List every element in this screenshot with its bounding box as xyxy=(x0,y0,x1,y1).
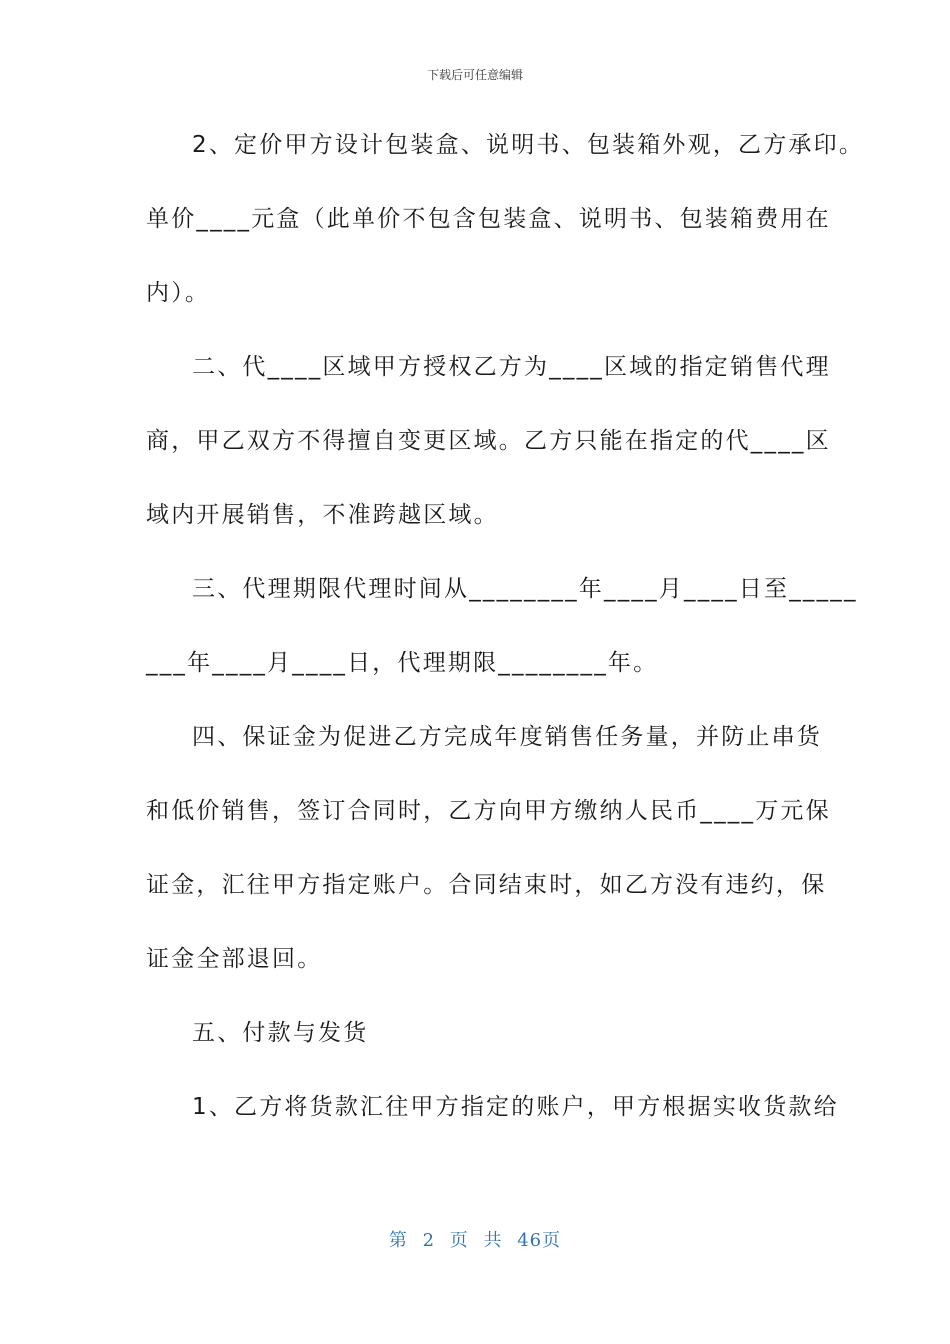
paragraph-line: 五、付款与发货 xyxy=(192,1020,369,1046)
paragraph-line: 域内开展销售，不准跨越区域。 xyxy=(146,502,499,528)
paragraph-line: 证金，汇往甲方指定账户。合同结束时，如乙方没有违约，保 xyxy=(146,872,827,898)
paragraph-line: 内）。 xyxy=(146,280,211,306)
paragraph-line: 2、定价甲方设计包装盒、说明书、包装箱外观，乙方承印。 xyxy=(192,132,865,158)
paragraph-line: 和低价销售，签订合同时，乙方向甲方缴纳人民币____万元保 xyxy=(146,798,831,824)
document-body xyxy=(146,125,865,1161)
paragraph-line: 二、代____区域甲方授权乙方为____区域的指定销售代理 xyxy=(192,354,831,380)
paragraph-line: 1、乙方将货款汇往甲方指定的账户，甲方根据实收货款给 xyxy=(192,1094,839,1120)
footer-current-page: 2 xyxy=(422,1230,436,1251)
page-header: 下载后可任意编辑 xyxy=(426,68,523,82)
paragraph-line: 证金全部退回。 xyxy=(146,946,323,972)
paragraph-line: 三、代理期限代理时间从________年____月____日至_____ xyxy=(192,576,858,602)
paragraph-line: ___年____月____日，代理期限________年。 xyxy=(146,650,659,676)
paragraph-line: 商，甲乙双方不得擅自变更区域。乙方只能在指定的代____区 xyxy=(146,428,831,454)
footer-total-pages: 46页 xyxy=(517,1230,562,1251)
paragraph-line: 四、保证金为促进乙方完成年度销售任务量，并防止串货 xyxy=(192,724,822,750)
page-footer xyxy=(0,1226,950,1252)
footer-mid: 页 xyxy=(449,1230,469,1251)
footer-prefix: 第 xyxy=(388,1230,408,1251)
footer-total-label: 共 xyxy=(483,1230,503,1251)
paragraph-line: 单价____元盒（此单价不包含包装盒、说明书、包装箱费用在 xyxy=(146,206,831,232)
